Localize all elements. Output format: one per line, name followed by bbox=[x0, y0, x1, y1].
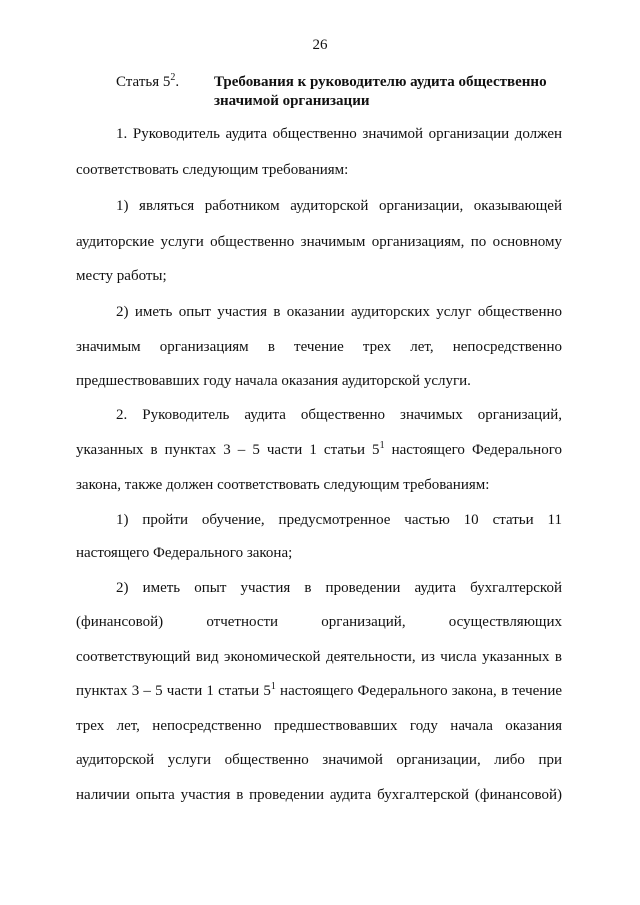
text-line: 1) являться работником аудиторской организации, оказывающей bbox=[116, 198, 562, 214]
text-line: значимым организациям в течение трех лет, непосредственно bbox=[76, 339, 562, 355]
text-line: трех лет, непосредственно предшествовавших году начала оказания bbox=[76, 718, 562, 734]
article-label-suffix: . bbox=[175, 74, 180, 90]
text-line: соответствующий вид экономической деятельности, из числа указанных в bbox=[76, 649, 562, 665]
article-title: Требования к руководителю аудита общественно значимой организации bbox=[214, 74, 547, 109]
page-number: 26 bbox=[312, 37, 328, 53]
text-line: настоящего Федерального закона; bbox=[76, 545, 293, 561]
text-line: 2) иметь опыт участия в оказании аудиторских услуг общественно bbox=[116, 304, 562, 320]
article-label-text: Статья 5 bbox=[116, 74, 171, 90]
text-line: месту работы; bbox=[76, 268, 167, 284]
text-line: 1) пройти обучение, предусмотренное частью 10 статьи 11 bbox=[116, 512, 562, 528]
text-line: 2. Руководитель аудита общественно значимых организаций, bbox=[116, 407, 562, 423]
body-text bbox=[76, 0, 562, 905]
text-line: пунктах 3 – 5 части 1 статьи $5^1$ настоящего Федерального закона, в течение bbox=[76, 681, 563, 699]
text-line: (финансовой) отчетности организаций, осуществляющих bbox=[76, 614, 562, 630]
text-line: 2) иметь опыт участия в проведении аудита бухгалтерской bbox=[116, 580, 562, 596]
text-line: закона, также должен соответствовать следующим требованиям: bbox=[76, 477, 490, 493]
article-label-sup: 2 bbox=[170, 72, 176, 83]
text-line: наличии опыта участия в проведении аудита бухгалтерской (финансовой) bbox=[76, 787, 562, 803]
text-line: 1. Руководитель аудита общественно значимой организации должен bbox=[116, 126, 562, 142]
text-line: аудиторской услуги общественно значимой организации, либо при bbox=[76, 752, 562, 768]
text-line: предшествовавших году начала оказания аудиторской услуги. bbox=[76, 373, 471, 389]
text-line: соответствовать следующим требованиям: bbox=[76, 162, 349, 178]
text-line: указанных в пунктах 3 – 5 части 1 статьи $5^1$ настоящего Федерального bbox=[76, 440, 562, 458]
text-line: аудиторские услуги общественно значимым организациям, по основному bbox=[76, 234, 562, 250]
